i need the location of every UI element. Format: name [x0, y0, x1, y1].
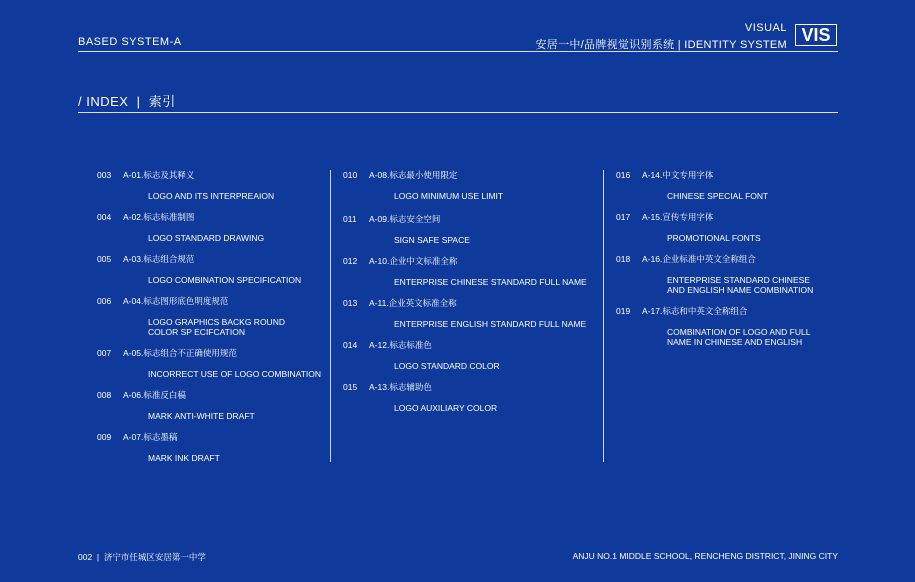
page-number: 016 — [616, 170, 631, 180]
page-number: 019 — [616, 306, 631, 316]
entry-chinese-title: A-09.标志安全空间 — [369, 214, 441, 224]
page-number: 017 — [616, 212, 631, 222]
entry-chinese-title: A-05.标志组合不正确使用规范 — [123, 348, 237, 358]
entry-english-title: ENTERPRISE STANDARD CHINESE AND ENGLISH NAME COMBINATION — [667, 275, 814, 295]
entry-chinese-title: A-13.标志辅助色 — [369, 382, 432, 392]
entry-english-title: LOGO AUXILIARY COLOR — [394, 403, 498, 413]
page-number: 003 — [97, 170, 112, 180]
entry-english-title: PROMOTIONAL FONTS — [667, 233, 761, 243]
entry-english-title: COMBINATION OF LOGO AND FULL NAME IN CHINESE AND ENGLISH — [667, 327, 811, 347]
entry-chinese-title: A-11.企业英文标准全称 — [369, 298, 457, 308]
entry-english-title: SIGN SAFE SPACE — [394, 235, 470, 245]
entry-chinese-title: A-10.企业中文标准全称 — [369, 256, 458, 266]
entry-chinese-title: A-15.宣传专用字体 — [642, 212, 714, 222]
entry-english-title: MARK INK DRAFT — [148, 453, 220, 463]
entry-chinese-title: A-08.标志最小使用限定 — [369, 170, 458, 180]
entry-english-title: LOGO STANDARD COLOR — [394, 361, 500, 371]
page-number: 009 — [97, 432, 112, 442]
page-title: / INDEX | 索引 — [78, 94, 176, 109]
footer-right: ANJU NO.1 MIDDLE SCHOOL, RENCHENG DISTRICT, JINING CITY — [572, 551, 838, 561]
page-number: 010 — [343, 170, 358, 180]
page-number: 006 — [97, 296, 112, 306]
vis-logo: VIS — [795, 24, 837, 46]
entry-chinese-title: A-16.企业标准中英文全称组合 — [642, 254, 756, 264]
entry-english-title: MARK ANTI-WHITE DRAFT — [148, 411, 255, 421]
page-number: 013 — [343, 298, 358, 308]
entry-chinese-title: A-12.标志标准色 — [369, 340, 432, 350]
entry-english-title: LOGO MINIMUM USE LIMIT — [394, 191, 504, 201]
page-number: 008 — [97, 390, 112, 400]
entry-english-title: LOGO GRAPHICS BACKG ROUND COLOR SP ECIFCATION — [148, 317, 285, 337]
title-divider — [78, 112, 838, 113]
page-number: 015 — [343, 382, 358, 392]
footer-left: 002 | 济宁市任城区安居第一中学 — [78, 552, 206, 562]
page-number: 018 — [616, 254, 631, 264]
entry-chinese-title: A-03.标志组合规范 — [123, 254, 195, 264]
entry-english-title: INCORRECT USE OF LOGO COMBINATION — [148, 369, 322, 379]
page-number: 014 — [343, 340, 358, 350]
header-visual-label: VISUAL — [744, 22, 787, 34]
header-system-label: 安居一中/品牌视觉识别系统 | IDENTITY SYSTEM — [535, 39, 787, 51]
page-number: 004 — [97, 212, 112, 222]
entry-chinese-title: A-06.标准反白稿 — [123, 390, 186, 400]
page-number: 005 — [97, 254, 112, 264]
page-number: 007 — [97, 348, 112, 358]
entry-english-title: CHINESE SPECIAL FONT — [667, 191, 769, 201]
entry-chinese-title: A-04.标志图形底色明度规范 — [123, 296, 229, 306]
header-divider — [78, 51, 838, 52]
column-divider — [603, 170, 604, 462]
page-number: 011 — [343, 214, 357, 224]
entry-chinese-title: A-02.标志标准制图 — [123, 212, 195, 222]
entry-chinese-title: A-14.中文专用字体 — [642, 170, 714, 180]
header-left-title: BASED SYSTEM-A — [78, 36, 182, 48]
entry-chinese-title: A-07.标志墨稿 — [123, 432, 178, 442]
entry-english-title: LOGO STANDARD DRAWING — [148, 233, 265, 243]
page-number: 012 — [343, 256, 358, 266]
entry-chinese-title: A-01.标志及其释义 — [123, 170, 195, 180]
entry-english-title: ENTERPRISE CHINESE STANDARD FULL NAME — [394, 277, 587, 287]
column-divider — [330, 170, 331, 462]
entry-english-title: LOGO AND ITS INTERPREAION — [148, 191, 275, 201]
entry-english-title: ENTERPRISE ENGLISH STANDARD FULL NAME — [394, 319, 587, 329]
entry-english-title: LOGO COMBINATION SPECIFICATION — [148, 275, 302, 285]
entry-chinese-title: A-17.标志和中英文全称组合 — [642, 306, 748, 316]
